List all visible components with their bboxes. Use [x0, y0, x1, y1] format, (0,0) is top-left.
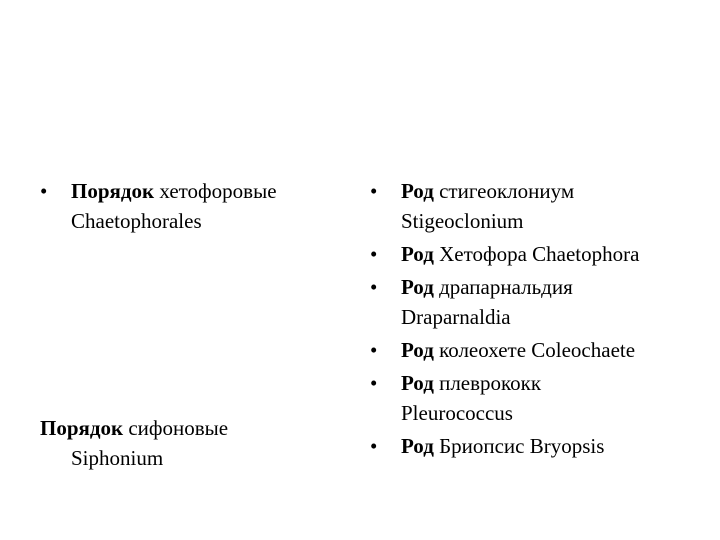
genus-item	[370, 176, 710, 236]
genus-label: Род	[401, 179, 434, 203]
genus-name-latin: Pleurococcus	[401, 401, 513, 425]
order-siphonium-item	[40, 413, 228, 473]
genus-label: Род	[401, 434, 434, 458]
bullet: •	[370, 242, 378, 266]
genus-name: колеохете Coleochaete	[433, 338, 636, 362]
order-label: Порядок	[71, 179, 155, 203]
genus-item	[370, 431, 710, 461]
order-name-latin: Siphonium	[71, 446, 164, 470]
bullet: •	[40, 179, 48, 203]
order-name-latin: Chaetophorales	[71, 209, 202, 233]
bullet: •	[370, 338, 378, 362]
order-name-ru: хетофоровые	[154, 179, 277, 203]
genus-item	[370, 368, 710, 428]
genus-label: Род	[401, 338, 434, 362]
genus-label: Род	[401, 242, 434, 266]
genus-name-latin: Draparnaldia	[401, 305, 511, 329]
bullet: •	[370, 434, 378, 458]
genus-name-latin: Stigeoclonium	[401, 209, 524, 233]
genus-name: стигеоклониум	[433, 179, 575, 203]
right-column	[370, 176, 710, 464]
genus-name: Бриопсис Bryopsis	[433, 434, 605, 458]
bullet: •	[370, 371, 378, 395]
genus-name: плеврококк	[433, 371, 542, 395]
genus-item	[370, 239, 710, 269]
genus-label: Род	[401, 371, 434, 395]
left-column	[40, 176, 340, 236]
order-label: Порядок	[40, 416, 124, 440]
bullet: •	[370, 179, 378, 203]
genus-name: драпарнальдия	[433, 275, 573, 299]
genus-label: Род	[401, 275, 434, 299]
genus-item	[370, 335, 710, 365]
order-name-ru: сифоновые	[123, 416, 229, 440]
bullet: •	[370, 275, 378, 299]
genus-name: Хетофора Chaetophora	[433, 242, 640, 266]
genus-item	[370, 272, 710, 332]
order-chaetophorales-item	[40, 176, 340, 236]
